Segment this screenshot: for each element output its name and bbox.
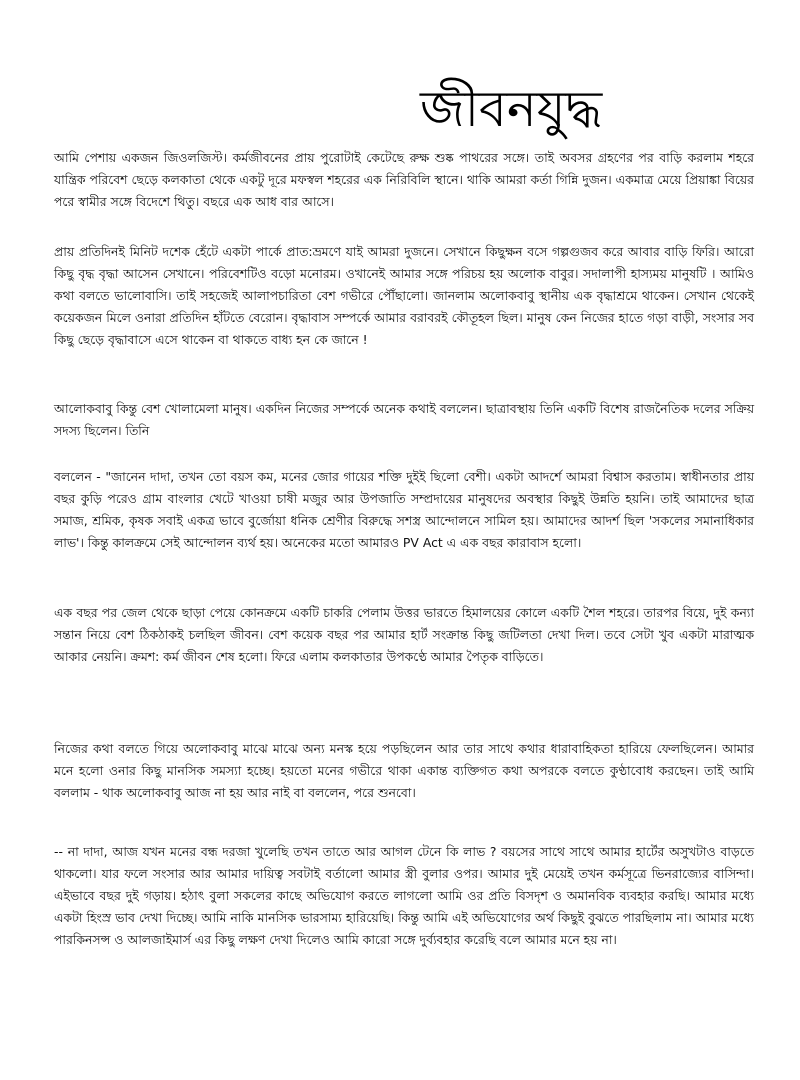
- paragraph-7: -- না দাদা, আজ যখন মনের বন্ধ দরজা খুলেছি তখন তাতে আর আগল টেনে কি লাভ ? বয়সের সাথে সাথে আমার হার্টের অসুখটাও বাড়তে থাকলো। যার ফলে সংসার আর আমার দায়িত্ব সবটাই বর্তালো আমার স্ত্রী বুলার ওপর। আমার দুই মেয়েই তখন কর্মসূত্রে ভিনরাজ্যের বাসিন্দা। এইভাবে বছর দুই গড়ায়। হঠাৎ বুলা সকলের কাছে অভিযোগ করতে লাগলো আমি ওর প্রতি বিসদৃশ ও অমানবিক ব্যবহার করছি। আমার মধ্যে একটা হিংস্র ভাব দেখা দিচ্ছে। আমি নাকি মানসিক ভারসাম্য হারিয়েছি। কিন্তু আমি এই অভিযোগের অর্থ কিছুই বুঝতে পারছিলাম না। আমার মধ্যে পারকিনসন্স ও আলজাইমার্স এর কিছু লক্ষণ দেখা দিলেও আমি কারো সঙ্গে দুর্ব্যবহার করেছি বলে আমার মনে হয় না।: [54, 844, 754, 947]
- paragraph-4: বললেন - "জানেন দাদা, তখন তো বয়স কম, মনের জোর গায়ের শক্তি দুইই ছিলো বেশী। একটা আদর্শে আমরা বিশ্বাস করতাম। স্বাধীনতার প্রায় বছর কুড়ি পরেও গ্রাম বাংলার খেটে খাওয়া চাষী মজুর আর উপজাতি সম্প্রদায়ের মানুষদের অবস্থার কিছুই উন্নতি হয়নি। তাই আমাদের ছাত্র সমাজ, শ্রমিক, কৃষক সবাই একত্র ভাবে বুর্জোয়া ধনিক শ্রেণীর বিরুদ্ধে সশস্ত্র আন্দোলনে সামিল হয়। আমাদের আদর্শ ছিল 'সকলের সমানাধিকার লাভ'। কিন্তু কালক্রমে সেই আন্দোলন ব্যর্থ হয়। অনেকের মতো আমারও PV Act এ এক বছর কারাবাস হলো।: [54, 469, 754, 550]
- story-title: জীবনযুদ্ধ: [420, 79, 603, 138]
- paragraph-2: প্রায় প্রতিদিনই মিনিট দশেক হেঁটে একটা পার্কে প্রাত:ভ্রমণে যাই আমরা দুজনে। সেখানে কিছুক্ষন বসে গল্পগুজব করে আবার বাড়ি ফিরি। আরো কিছু বৃদ্ধ বৃদ্ধা আসেন সেখানে। পরিবেশটিও বড়ো মনোরম। ওখানেই আমার সঙ্গে পরিচয় হয় অলোক বাবুর। সদালাপী হাস্যময় মানুষটি । আমিও কথা বলতে ভালোবাসি। তাই সহজেই আলাপচারিতা বেশ গভীরে পৌঁছালো। জানলাম অলোকবাবু স্থানীয় এক বৃদ্ধাশ্রমে থাকেন। সেখান থেকেই কয়েকজন মিলে ওনারা প্রতিদিন হাঁটতে বেরোন। বৃদ্ধাবাস সম্পর্কে আমার বরাবরই কৌতূহল ছিল। মানুষ কেন নিজের হাতে গড়া বাড়ী, সংসার সব কিছু ছেড়ে বৃদ্ধাবাসে এসে থাকেন বা থাকতে বাধ্য হন কে জানে !: [54, 244, 754, 347]
- paragraph-3: আলোকবাবু কিন্তু বেশ খোলামেলা মানুষ। একদিন নিজের সম্পর্কে অনেক কথাই বললেন। ছাত্রাবস্থায় তিনি একটি বিশেষ রাজনৈতিক দলের সক্রিয় সদস্য ছিলেন। তিনি: [54, 401, 754, 438]
- paragraph-6: নিজের কথা বলতে গিয়ে অলোকবাবু মাঝে মাঝে অন্য মনস্ক হয়ে পড়ছিলেন আর তার সাথে কথার ধারাবাহিকতা হারিয়ে ফেলছিলেন। আমার মনে হলো ওনার কিছু মানসিক সমস্যা হচ্ছে। হয়তো মনের গভীরে থাকা একান্ত ব্যক্তিগত কথা অপরকে বলতে কুণ্ঠাবোধ করছেন। তাই আমি বললাম - থাক অলোকবাবু আজ না হয় আর নাই বা বললেন, পরে শুনবো।: [54, 741, 754, 800]
- paragraph-1: আমি পেশায় একজন জিওলজিস্ট। কর্মজীবনের প্রায় পুরোটাই কেটেছে রুক্ষ শুষ্ক পাথরের সঙ্গে। তাই অবসর গ্রহণের পর বাড়ি করলাম শহরে যান্ত্রিক পরিবেশ ছেড়ে কলকাতা থেকে একটু দূরে মফস্বল শহরের এক নিরিবিলি স্থানে। থাকি আমরা কর্তা গিন্নি দুজন। একমাত্র মেয়ে প্রিয়াঙ্কা বিয়ের পরে স্বামীর সঙ্গে বিদেশে থিতু। বছরে এক আধ বার আসে।: [54, 150, 754, 209]
- paragraph-5: এক বছর পর জেল থেকে ছাড়া পেয়ে কোনক্রমে একটি চাকরি পেলাম উত্তর ভারতে হিমালয়ের কোলে একটি শৈল শহরে। তারপর বিয়ে, দুই কন্যা সন্তান নিয়ে বেশ ঠিকঠাকই চলছিল জীবন। বেশ কয়েক বছর পর আমার হার্ট সংক্রান্ত কিছু জটিলতা দেখা দিল। তবে সেটা খুব একটা মারাত্মক আকার নেয়নি। ক্রমশ: কর্ম জীবন শেষ হলো। ফিরে এলাম কলকাতার উপকণ্ঠে আমার পৈতৃক বাড়িতে।: [54, 605, 754, 664]
